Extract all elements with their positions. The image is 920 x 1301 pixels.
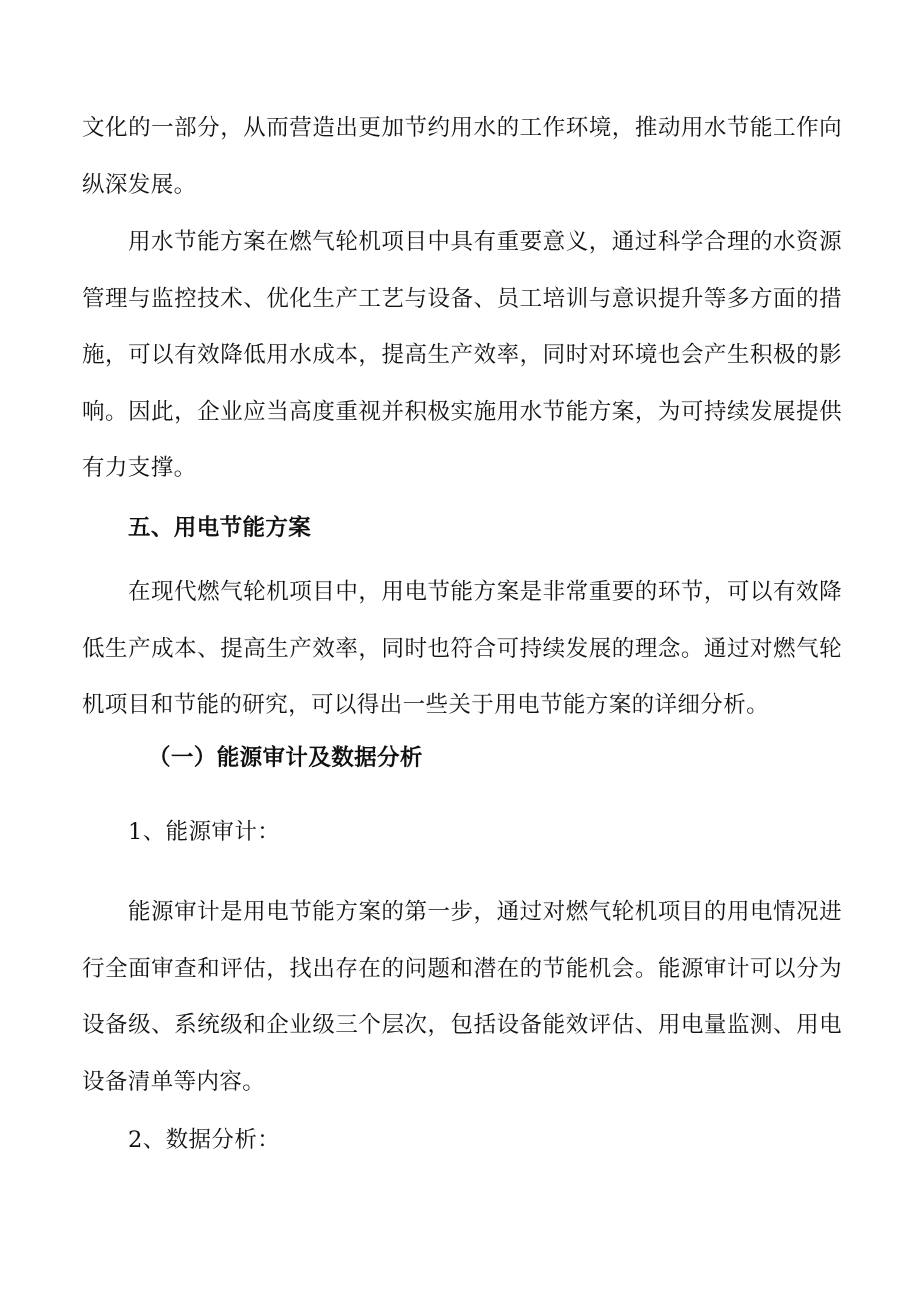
subsection-heading: （一）能源审计及数据分析 bbox=[148, 745, 423, 771]
paragraph-energy-audit: 能源审计是用电节能方案的第一步，通过对燃气轮机项目的用电情况进行全面审查和评估，找出存在的问题和潜在的节能机会。能源审计可以分为设备级、系统级和企业级三个层次，包括设备能效评估、用电量监测、用电设备清单等内容。 bbox=[82, 899, 842, 1095]
paragraph-water-saving-summary: 用水节能方案在燃气轮机项目中具有重要意义，通过科学合理的水资源管理与监控技术、优化生产工艺与设备、员工培训与意识提升等多方面的措施，可以有效降低用水成本，提高生产效率，同时对环境也会产生积极的影响。因此，企业应当高度重视并积极实施用水节能方案，为可持续发展提供有力支撑。 bbox=[82, 229, 842, 481]
paragraph-continuation: 文化的一部分，从而营造出更加节约用水的工作环境，推动用水节能工作向纵深发展。 bbox=[82, 115, 842, 198]
item-title-energy-audit: 1、能源审计： bbox=[128, 819, 281, 845]
item-title-data-analysis: 2、数据分析： bbox=[128, 1127, 281, 1153]
section-heading: 五、用电节能方案 bbox=[128, 515, 312, 541]
paragraph-electricity-saving-intro: 在现代燃气轮机项目中，用电节能方案是非常重要的环节，可以有效降低生产成本、提高生产效率，同时也符合可持续发展的理念。通过对燃气轮机项目和节能的研究，可以得出一些关于用电节能方案的详细分析。 bbox=[82, 579, 842, 718]
